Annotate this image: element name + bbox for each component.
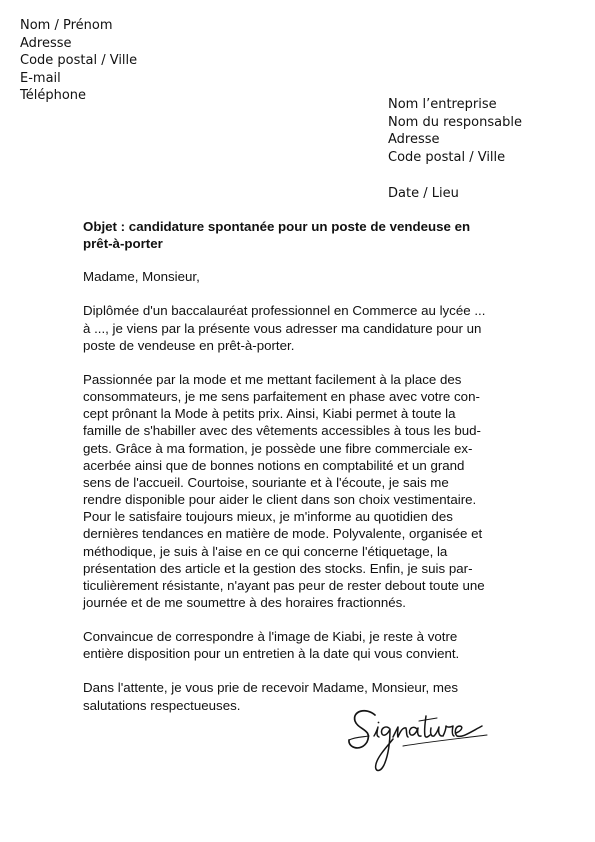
text-line: dernières tendances en matière de mode. Polyvalente, organisée et bbox=[83, 526, 483, 542]
text-line: famille de s'habiller avec des vêtements accessibles à tous les bud- bbox=[83, 423, 481, 439]
text-line: à ..., je viens par la présente vous adresser ma candidature pour un bbox=[83, 320, 482, 336]
text-line: Pour le satisfaire toujours mieux, je m'informe au quotidien des bbox=[83, 509, 453, 525]
subject-text-line: prêt-à-porter bbox=[83, 236, 163, 252]
sender-address: Adresse bbox=[20, 35, 72, 51]
text-line: cept prônant la Mode à petits prix. Ainsi, Kiabi permet à toute la bbox=[83, 406, 456, 422]
letter-body bbox=[83, 218, 513, 731]
text-line: rendre disponible pour aider le client dans son choix vestimentaire. bbox=[83, 492, 477, 508]
sender-name: Nom / Prénom bbox=[20, 18, 113, 33]
recipient-address: Adresse bbox=[388, 132, 440, 148]
date-place: Date / Lieu bbox=[388, 186, 459, 201]
subject-text-line: Objet : candidature spontanée pour un poste de vendeuse en bbox=[83, 219, 471, 234]
recipient-company: Nom l’entreprise bbox=[388, 97, 497, 112]
subject-line bbox=[83, 218, 513, 252]
text-line: poste de vendeuse en prêt-à-porter. bbox=[83, 337, 295, 353]
text-line: journée et de me soumettre à des horaires fractionnés. bbox=[83, 594, 406, 610]
text-line: sens de l'accueil. Courtoise, souriante et à l'écoute, je sais me bbox=[83, 474, 449, 490]
text-line: Convaincue de correspondre à l'image de Kiabi, je reste à votre bbox=[83, 629, 458, 645]
text-line: Dans l'attente, je vous prie de recevoir Madame, Monsieur, mes bbox=[83, 680, 459, 696]
recipient-address-block bbox=[388, 96, 522, 166]
sender-email: E-mail bbox=[20, 70, 61, 86]
text-line: entière disposition pour un entretien à la date qui vous convient. bbox=[83, 646, 460, 662]
text-line: méthodique, je suis à l'aise en ce qui concerne l'étiquetage, la bbox=[83, 543, 448, 559]
text-line: salutations respectueuses. bbox=[83, 697, 241, 713]
sender-phone: Téléphone bbox=[20, 88, 87, 104]
recipient-manager: Nom du responsable bbox=[388, 114, 522, 130]
text-line: présentation des article et la gestion des stocks. Enfin, je suis par- bbox=[83, 560, 473, 576]
paragraph-availability bbox=[83, 628, 513, 662]
text-line: Diplômée d'un baccalauréat professionnel en Commerce au lycée ... bbox=[83, 303, 486, 319]
handwritten-signature bbox=[345, 706, 495, 790]
text-line: acerbée ainsi que de bonnes notions en comptabilité et un grand bbox=[83, 457, 465, 473]
text-line: ticulièrement résistante, n'ayant pas peur de rester debout toute une bbox=[83, 577, 485, 593]
recipient-postal-city: Code postal / Ville bbox=[388, 149, 506, 165]
sender-address-block bbox=[20, 17, 137, 105]
paragraph-intro bbox=[83, 302, 513, 353]
salutation: Madame, Monsieur, bbox=[83, 269, 200, 285]
text-line: gets. Grâce à ma formation, je possède une fibre commerciale ex- bbox=[83, 440, 473, 456]
text-line: Passionnée par la mode et me mettant facilement à la place des bbox=[83, 371, 462, 387]
text-line: consommateurs, je me sens parfaitement en phase avec votre con- bbox=[83, 389, 480, 405]
sender-postal-city: Code postal / Ville bbox=[20, 53, 138, 69]
paragraph-motivation bbox=[83, 371, 513, 611]
